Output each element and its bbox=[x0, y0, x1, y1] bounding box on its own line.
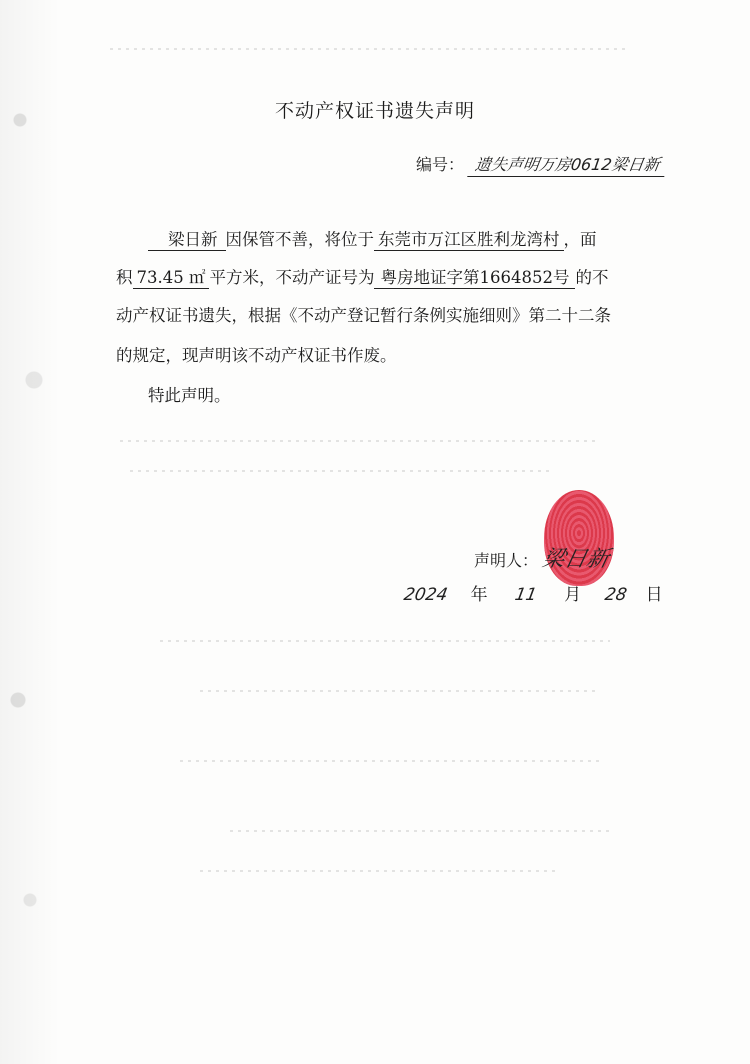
date-day: 28 bbox=[602, 585, 628, 605]
declarer-label: 声明人： bbox=[474, 551, 539, 570]
declarer-signature: 梁日新 bbox=[540, 547, 612, 572]
paragraph-line-4: 的规定，现声明该不动产权证书作废。 bbox=[116, 346, 397, 365]
year-label: 年 bbox=[470, 585, 488, 605]
date-line bbox=[404, 580, 663, 605]
closing-text: 特此声明。 bbox=[148, 386, 231, 405]
day-label: 日 bbox=[645, 585, 663, 605]
paragraph-line-3: 动产权证书遗失，根据《不动产登记暂行条例实施细则》第二十二条 bbox=[116, 306, 611, 325]
declarer-name-field: 梁日新 bbox=[148, 226, 226, 251]
page-title: 不动产权证书遗失声明 bbox=[274, 100, 475, 122]
date-month: 11 bbox=[513, 585, 539, 605]
text-segment: ，面 bbox=[563, 230, 597, 249]
paragraph-line-1 bbox=[148, 226, 597, 251]
month-label: 月 bbox=[564, 585, 582, 605]
location-field: 东莞市万江区胜利龙湾村 bbox=[374, 226, 564, 251]
area-field: 73.45 ㎡ bbox=[133, 264, 210, 289]
number-handwritten: 遗失声明万房0612梁日新 bbox=[467, 152, 667, 177]
text-segment: 的不 bbox=[575, 268, 609, 287]
paragraph-line-2 bbox=[116, 264, 608, 289]
number-label: 编号： bbox=[416, 155, 465, 174]
declarer-line bbox=[474, 542, 612, 573]
text-segment: 因保管不善，将位于 bbox=[225, 230, 374, 249]
text-segment: 平方米，不动产证号为 bbox=[209, 268, 375, 287]
scan-edge-noise bbox=[0, 0, 60, 1064]
certificate-number-field: 粤房地证字第1664852号 bbox=[374, 264, 575, 289]
date-year: 2024 bbox=[402, 585, 450, 605]
text-segment: 积 bbox=[116, 268, 133, 287]
document-number bbox=[416, 152, 666, 177]
